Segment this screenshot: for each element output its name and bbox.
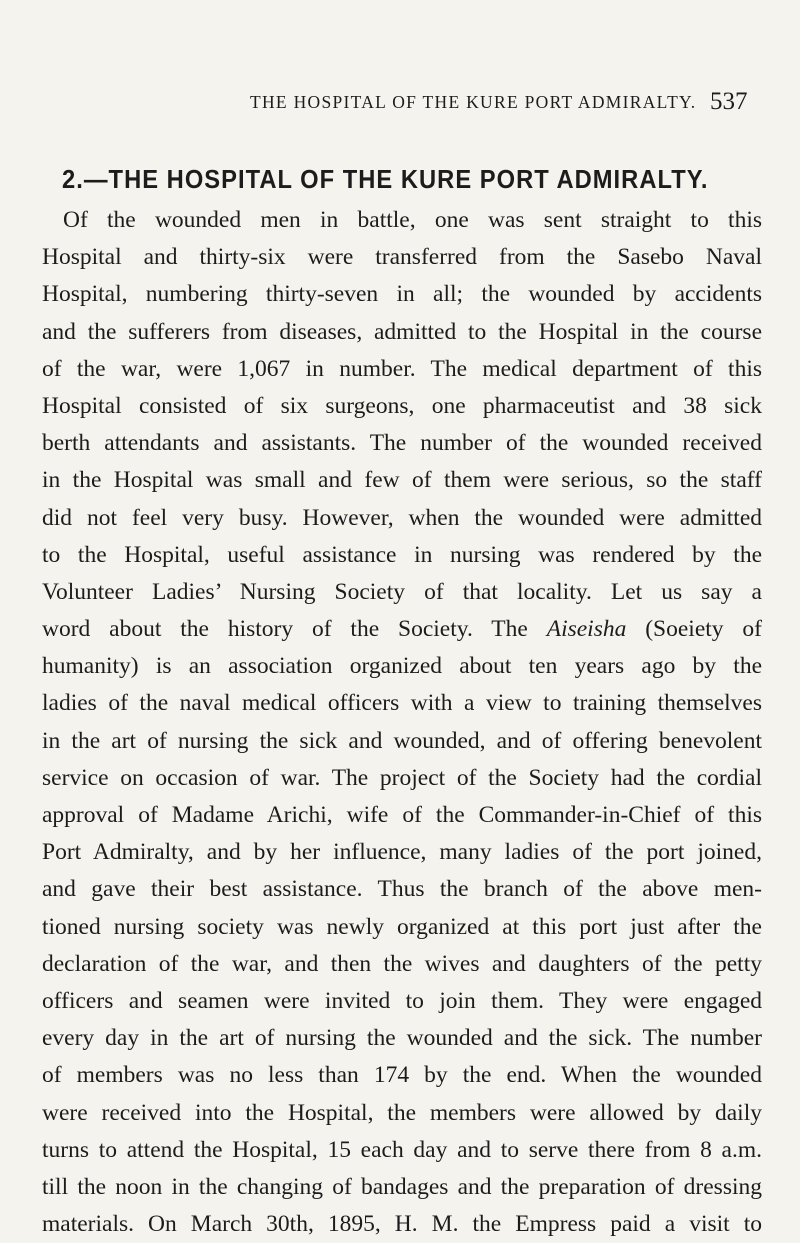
italic-term: Aiseisha (546, 616, 627, 643)
text-line: in the Hospital was small and few of them were serious, so the staff (42, 467, 762, 494)
body-text (42, 202, 762, 1243)
text-line: humanity) is an association organized about ten years ago by the (42, 653, 762, 680)
text-line: approval of Madame Arichi, wife of the Commander-in-Chief of this (42, 802, 762, 828)
text-line: Of the wounded men in battle, one was sent straight to this (63, 207, 762, 233)
text-line: Hospital consisted of six surgeons, one pharmaceutist and 38 sick (42, 392, 762, 419)
text-line: Hospital, numbering thirty-seven in all; the wounded by accidents (42, 281, 762, 308)
text-line: in the art of nursing the sick and wounded, and of offering benevolent (42, 727, 762, 754)
running-title: THE HOSPITAL OF THE KURE PORT ADMIRALTY. (250, 92, 697, 112)
text-line: of the war, were 1,067 in number. The medical department of this (42, 355, 762, 382)
running-head (0, 86, 800, 126)
text-line: tioned nursing society was newly organized at this port just after the (42, 913, 762, 940)
text-line: did not feel very busy. However, when the wounded were admitted (42, 504, 762, 531)
text-line: service on occasion of war. The project of the Society had the cordial (42, 764, 762, 791)
text-line-with-italic (42, 611, 762, 648)
text-line: were received into the Hospital, the members were allowed by daily (42, 1099, 762, 1126)
text-line: Port Admiralty, and by her influence, many ladies of the port joined, (42, 839, 762, 866)
text-line: till the noon in the changing of bandages and the preparation of dressing (42, 1173, 762, 1200)
text-run: (Soeiety of (626, 616, 762, 643)
text-line: Volunteer Ladies’ Nursing Society of that locality. Let us say a (42, 578, 762, 605)
section-heading: 2.—THE HOSPITAL OF THE KURE PORT ADMIRALTY. (62, 166, 709, 194)
text-run: word about the history of the Society. The (42, 616, 547, 643)
text-line: to the Hospital, useful assistance in nursing was rendered by the (42, 541, 762, 568)
text-line: Hospital and thirty-six were transferred from the Sasebo Naval (42, 244, 762, 271)
text-line: materials. On March 30th, 1895, H. M. the Empress paid a visit to (42, 1211, 762, 1238)
text-line: ladies of the naval medical officers with a view to training themselves (42, 690, 762, 717)
text-line: officers and seamen were invited to join them. They were engaged (42, 987, 762, 1014)
text-line: and the sufferers from diseases, admitted to the Hospital in the course (42, 318, 762, 345)
text-line: berth attendants and assistants. The number of the wounded received (42, 430, 762, 457)
text-line: and gave their best assistance. Thus the branch of the above men- (42, 876, 762, 903)
page-number: 537 (710, 88, 748, 115)
text-line: declaration of the war, and then the wives and daughters of the petty (42, 950, 762, 977)
text-line: turns to attend the Hospital, 15 each day and to serve there from 8 a.m. (42, 1136, 762, 1163)
text-line: of members was no less than 174 by the end. When the wounded (42, 1062, 762, 1089)
text-line: every day in the art of nursing the wounded and the sick. The number (42, 1025, 762, 1052)
